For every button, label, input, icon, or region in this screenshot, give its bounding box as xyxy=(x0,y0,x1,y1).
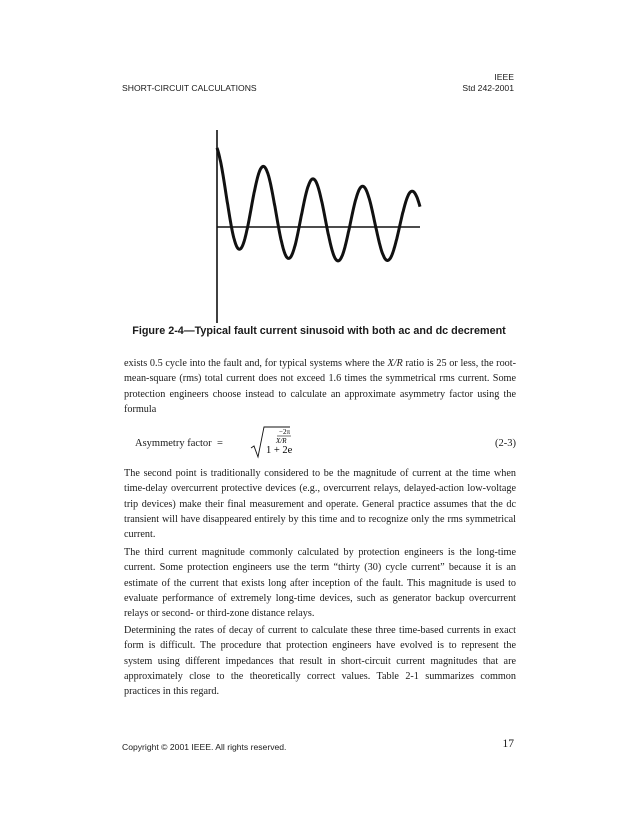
xr-ratio-term: X/R xyxy=(387,358,403,369)
paragraph-4: Determining the rates of decay of current to calculate these three time-based currents in exact form is difficult. The procedure that protection engineers have evolved is to represent the system using different impedances that result in short-circuit current magnitudes that are approximately close to the theoretically correct values. Table 2-1 summarizes common practices in this regard. xyxy=(124,625,516,698)
equation-label: Asymmetry factor = xyxy=(135,438,223,449)
paragraph-1-text-a: exists 0.5 cycle into the fault and, for typical systems where the xyxy=(124,358,388,369)
paragraph-2: The second point is traditionally considered to be the magnitude of current at the time when time-delay overcurrent protective devices (e.g., overcurrent relays, delayed-action low-voltage trip devices) make their final measurement and operate. General practice assumes that the dc transient will have disappeared entirely by this time and to recognize only the rms symmetrical current. xyxy=(124,468,516,541)
exponent-numerator: −2π xyxy=(279,428,290,436)
formula-radicand: 1 + 2e xyxy=(266,445,293,456)
fault-current-waveform xyxy=(217,148,420,261)
equation-2-3 xyxy=(135,424,516,460)
running-header-title: SHORT-CIRCUIT CALCULATIONS xyxy=(122,83,257,93)
fault-current-figure xyxy=(200,125,440,350)
paragraph-3: The third current magnitude commonly calculated by protection engineers is the long-time current. Some protection engineers use the term “thirty (30) cycle current” because it is an estimate of the current that exists long after inception of the fault. This magnitude is used to evaluate performance of extremely long-time devices, such as generator backup overcurrent relays or second- or third-zone distance relays. xyxy=(124,547,516,620)
running-header-standard xyxy=(462,72,514,94)
page-number: 17 xyxy=(502,738,514,750)
asymmetry-formula xyxy=(250,424,410,460)
header-org: IEEE xyxy=(494,72,514,82)
header-std-number: Std 242-2001 xyxy=(462,83,514,93)
paragraph-1-text-b: ratio is 25 or less, the root-mean-square (rms) total current does not exceed 1.6 times the symmetrical rms current. Some protection engineers choose instead to calculate an approximate asymmetry factor using the formula xyxy=(124,358,516,415)
exponent-denominator: X/R xyxy=(276,437,287,445)
copyright-notice: Copyright © 2001 IEEE. All rights reserved. xyxy=(122,742,287,752)
equation-number: (2-3) xyxy=(495,438,516,449)
figure-caption: Figure 2-4—Typical fault current sinusoid with both ac and dc decrement xyxy=(132,325,506,337)
paragraph-1 xyxy=(124,356,516,417)
